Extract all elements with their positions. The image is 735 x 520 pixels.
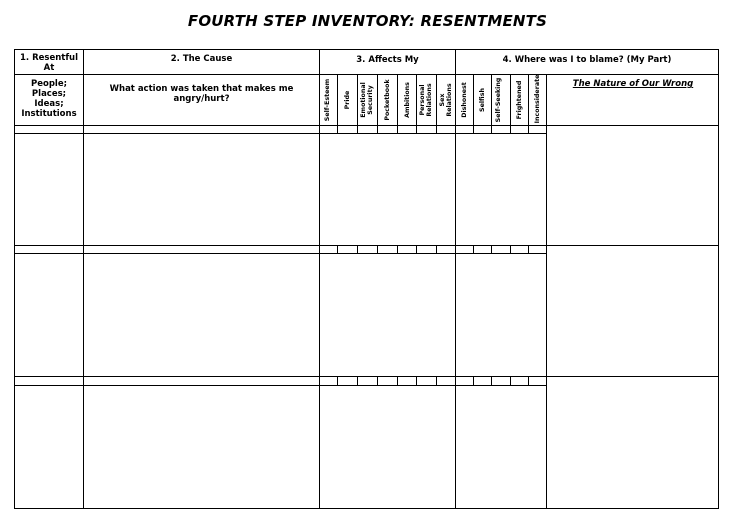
nature-of-wrong-heading: The Nature of Our Wrong	[572, 79, 694, 89]
affects-emotional-security: Emotional Security	[360, 82, 374, 118]
col4-heading: 4. Where was I to blame? (My Part)	[502, 55, 672, 65]
blame-selfish: Selfish	[479, 88, 486, 112]
col1-heading: 1. Resentful At	[19, 53, 78, 73]
affects-self-esteem: Self-Esteem	[324, 78, 331, 122]
affects-sex-relations: Sex Relations	[439, 83, 453, 117]
affects-pride: Pride	[344, 90, 351, 110]
col2-heading: 2. The Cause	[170, 54, 233, 64]
blame-self-seeking: Self-Seeking	[495, 77, 502, 123]
col3-heading: 3. Affects My	[356, 55, 419, 65]
blame-inconsiderate: Inconsiderate	[534, 74, 541, 124]
blame-dishonest: Dishonest	[461, 82, 468, 118]
blame-frightened: Frightened	[516, 80, 523, 120]
affects-ambitions: Ambitions	[404, 82, 411, 118]
affects-personal-relations: Personal Relations	[419, 83, 433, 117]
affects-pocketbook: Pocketbook	[384, 79, 391, 121]
page-title: FOURTH STEP INVENTORY: RESENTMENTS	[187, 12, 548, 30]
col1-subheading: People; Places; Ideas; Institutions	[21, 79, 77, 119]
col2-subheading: What action was taken that makes me angry/hurt?	[109, 84, 294, 104]
